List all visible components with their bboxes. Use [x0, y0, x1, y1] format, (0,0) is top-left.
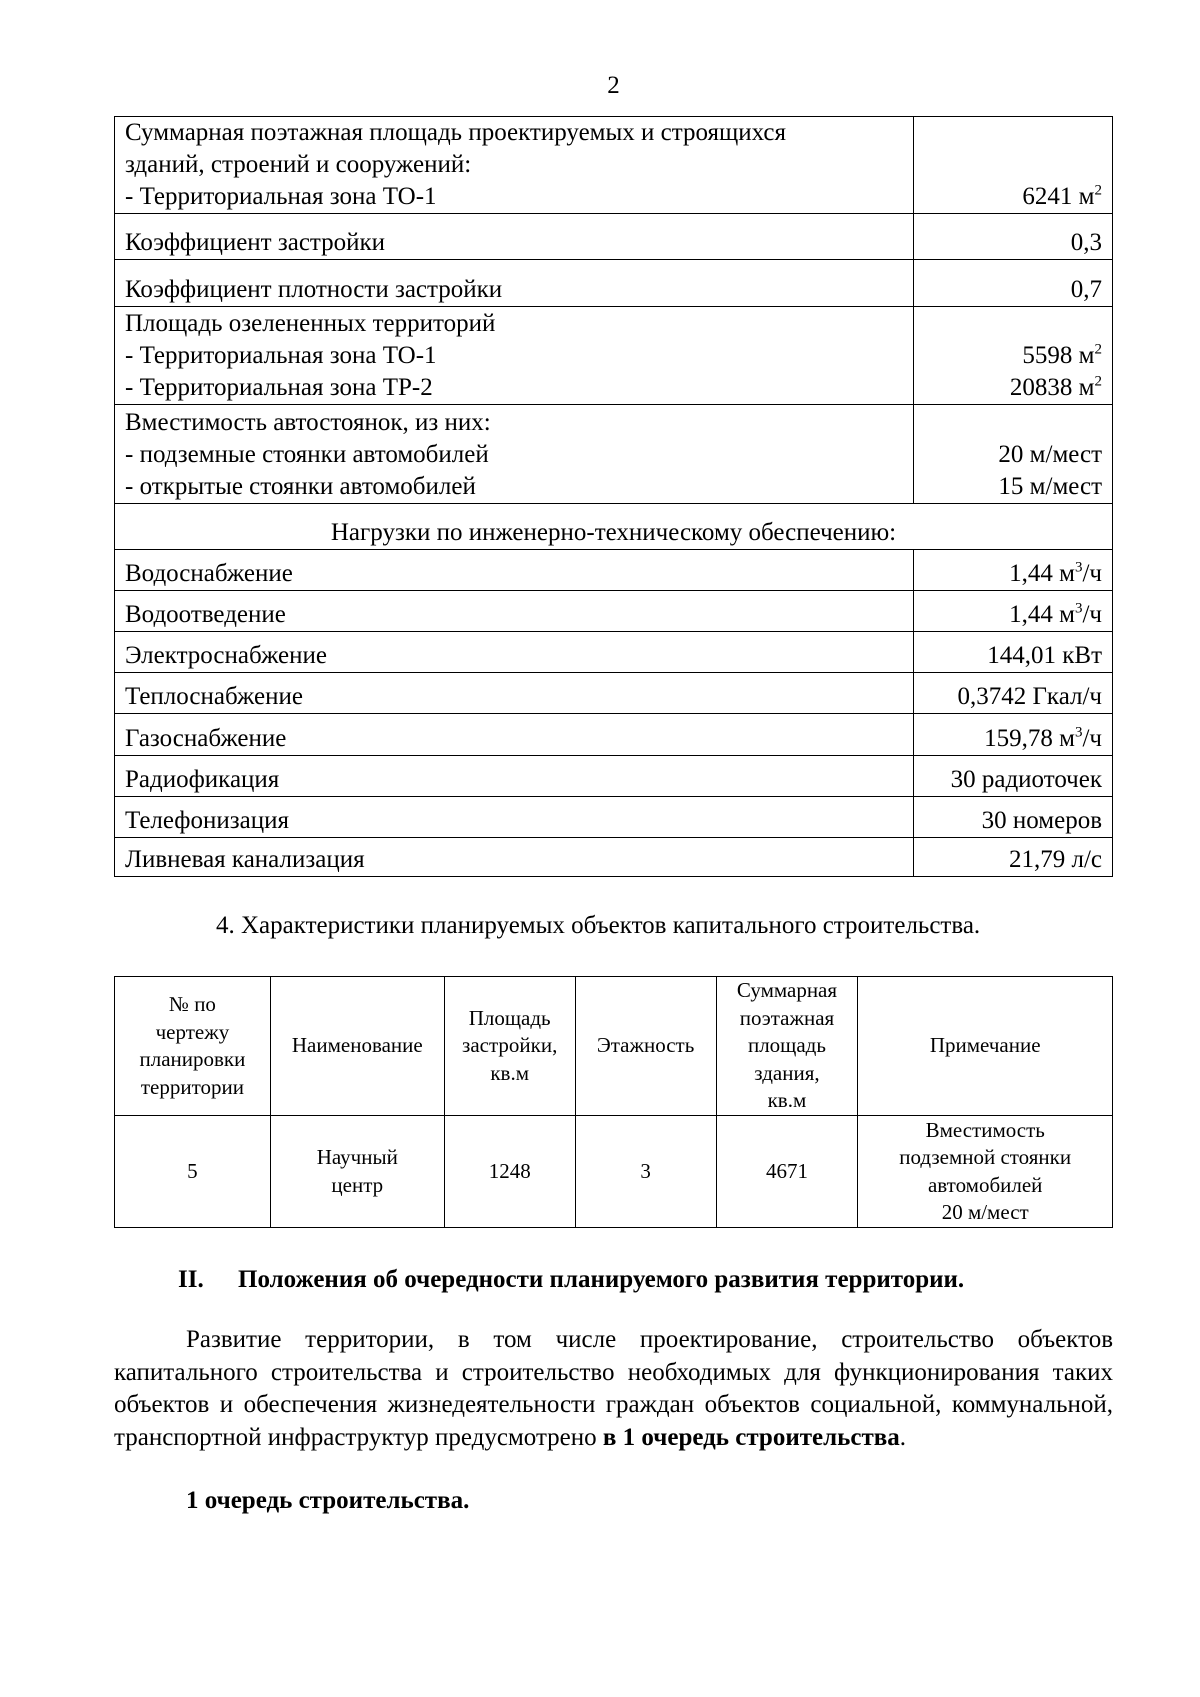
table-cell [575, 1116, 716, 1228]
value-text: 20 м/мест [998, 441, 1102, 468]
cell-line: центр [331, 1172, 384, 1197]
row-value: 1,44 $м^3/ч$ [914, 591, 1113, 632]
paragraph [114, 1324, 1113, 1454]
label-line: - Территориальная зона ТО-1 [125, 183, 437, 210]
row-value: 1,44 $м^3/ч$ [914, 550, 1113, 591]
cell-line: Научный [316, 1145, 398, 1169]
table-row [115, 550, 1113, 591]
header-cell [716, 977, 858, 1116]
table-row [115, 838, 1113, 877]
stage-heading: 1 очередь строительства. [186, 1487, 470, 1514]
label-line: - Территориальная зона ТО-1 [125, 342, 437, 369]
row-value [914, 405, 1113, 504]
cell-line: кв.м [767, 1088, 807, 1113]
table-row [115, 214, 1113, 260]
row-label: Коэффициент плотности застройки [115, 260, 914, 307]
label-line: - Территориальная зона ТР-2 [125, 374, 433, 401]
cell-line: планировки [139, 1047, 246, 1071]
table-cell [716, 1116, 858, 1228]
label-line: Вместимость автостоянок, из них: [125, 409, 491, 436]
header-cell [575, 977, 716, 1116]
row-value: 30 номеров [914, 797, 1113, 838]
header-cell [858, 977, 1113, 1116]
row-value: 0,7 [914, 260, 1113, 307]
cell-line: территории [140, 1074, 244, 1099]
label-line: - подземные стоянки автомобилей [125, 441, 489, 468]
header-cell [444, 977, 575, 1116]
cell-line: Примечание [929, 1033, 1041, 1058]
value-text: 6241 м [1022, 183, 1095, 210]
table-section-heading-row [115, 504, 1113, 550]
value-text: 15 м/мест [998, 473, 1102, 500]
row-label [115, 117, 914, 214]
table-cell [115, 1116, 271, 1228]
table-row [115, 591, 1113, 632]
section-number: II. [178, 1266, 204, 1293]
section-4-heading: 4. Характеристики планируемых объектов капитального строительства. [216, 912, 981, 939]
page-number: 2 [607, 72, 620, 99]
cell-line: Суммарная [736, 978, 838, 1003]
row-value: 21,79 л/с [914, 838, 1113, 877]
section-heading: Нагрузки по инженерно-техническому обеспечению: [115, 504, 1113, 550]
cell-line: 3 [640, 1158, 651, 1183]
row-label: Водоотведение [115, 591, 914, 632]
cell-line: 5 [187, 1158, 198, 1183]
paragraph-text: Развитие территории, в том числе проектирование, строительство объектов капитального строительства и строительство необходимых для функционирования таких объектов и обеспечения жизнедеятельности граждан объектов социальной, коммунальной, транспортной инфраструктур предусмотрено [114, 1326, 1113, 1451]
row-value [914, 307, 1113, 405]
paragraph-bold-text: в 1 очередь строительства [602, 1423, 900, 1451]
cell-line: № по [168, 992, 216, 1016]
superscript: 2 [1094, 373, 1102, 390]
table-header-row [115, 977, 1113, 1116]
table-row [115, 1116, 1113, 1228]
row-label [115, 307, 914, 405]
table-row [115, 405, 1113, 504]
superscript: 2 [1094, 182, 1102, 199]
row-label: Ливневая канализация [115, 838, 914, 877]
row-value: 159,78 $м^3/ч$ [914, 714, 1113, 756]
table-row [115, 673, 1113, 714]
paragraph-end: . [899, 1423, 906, 1451]
value-text: 20838 м [1009, 374, 1095, 401]
header-cell [115, 977, 271, 1116]
cell-line: застройки, [462, 1033, 558, 1058]
row-value: 0,3742 Гкал/ч [914, 673, 1113, 714]
table-row [115, 117, 1113, 214]
table-row [115, 632, 1113, 673]
superscript: 2 [1094, 341, 1102, 358]
cell-line: чертежу [155, 1019, 230, 1044]
cell-line: подземной стоянки [899, 1145, 1072, 1169]
cell-line: 4671 [765, 1158, 808, 1183]
cell-line: 1248 [488, 1158, 531, 1183]
value-text: 5598 м [1022, 342, 1095, 369]
row-label: Коэффициент застройки [115, 214, 914, 260]
cell-line: Наименование [291, 1033, 423, 1058]
indicators-table [114, 116, 1113, 877]
table-row [115, 260, 1113, 307]
row-label: Телефонизация [115, 797, 914, 838]
label-line: Площадь озелененных территорий [125, 310, 496, 337]
table-cell [444, 1116, 575, 1228]
header-cell [270, 977, 444, 1116]
label-line: зданий, строений и сооружений: [125, 151, 472, 178]
cell-line: здания, [754, 1060, 820, 1085]
cell-line: кв.м [490, 1060, 530, 1085]
row-value: 30 радиоточек [914, 756, 1113, 797]
table-row [115, 797, 1113, 838]
label-line: Суммарная поэтажная площадь проектируемых и строящихся [125, 119, 787, 146]
row-label: Водоснабжение [115, 550, 914, 591]
row-value: 144,01 кВт [914, 632, 1113, 673]
label-line: - открытые стоянки автомобилей [125, 473, 476, 500]
row-label: Электроснабжение [115, 632, 914, 673]
table-row [115, 756, 1113, 797]
cell-line: площадь [747, 1033, 826, 1058]
row-label: Газоснабжение [115, 714, 914, 756]
table-row [115, 714, 1113, 756]
table-cell [858, 1116, 1113, 1228]
cell-line: Вместимость [925, 1117, 1045, 1142]
cell-line: поэтажная [739, 1005, 835, 1030]
table-cell [270, 1116, 444, 1228]
objects-table [114, 976, 1113, 1228]
cell-line: 20 м/мест [941, 1200, 1029, 1224]
cell-line: автомобилей [927, 1172, 1043, 1197]
section-title: Положения об очередности планируемого развития территории. [238, 1266, 965, 1293]
row-value: 0,3 [914, 214, 1113, 260]
cell-line: Площадь [468, 1005, 551, 1030]
row-label [115, 405, 914, 504]
row-label: Теплоснабжение [115, 673, 914, 714]
table-row [115, 307, 1113, 405]
cell-line: Этажность [596, 1033, 695, 1058]
section-2-heading [178, 1266, 964, 1294]
row-label: Радиофикация [115, 756, 914, 797]
row-value [914, 117, 1113, 214]
